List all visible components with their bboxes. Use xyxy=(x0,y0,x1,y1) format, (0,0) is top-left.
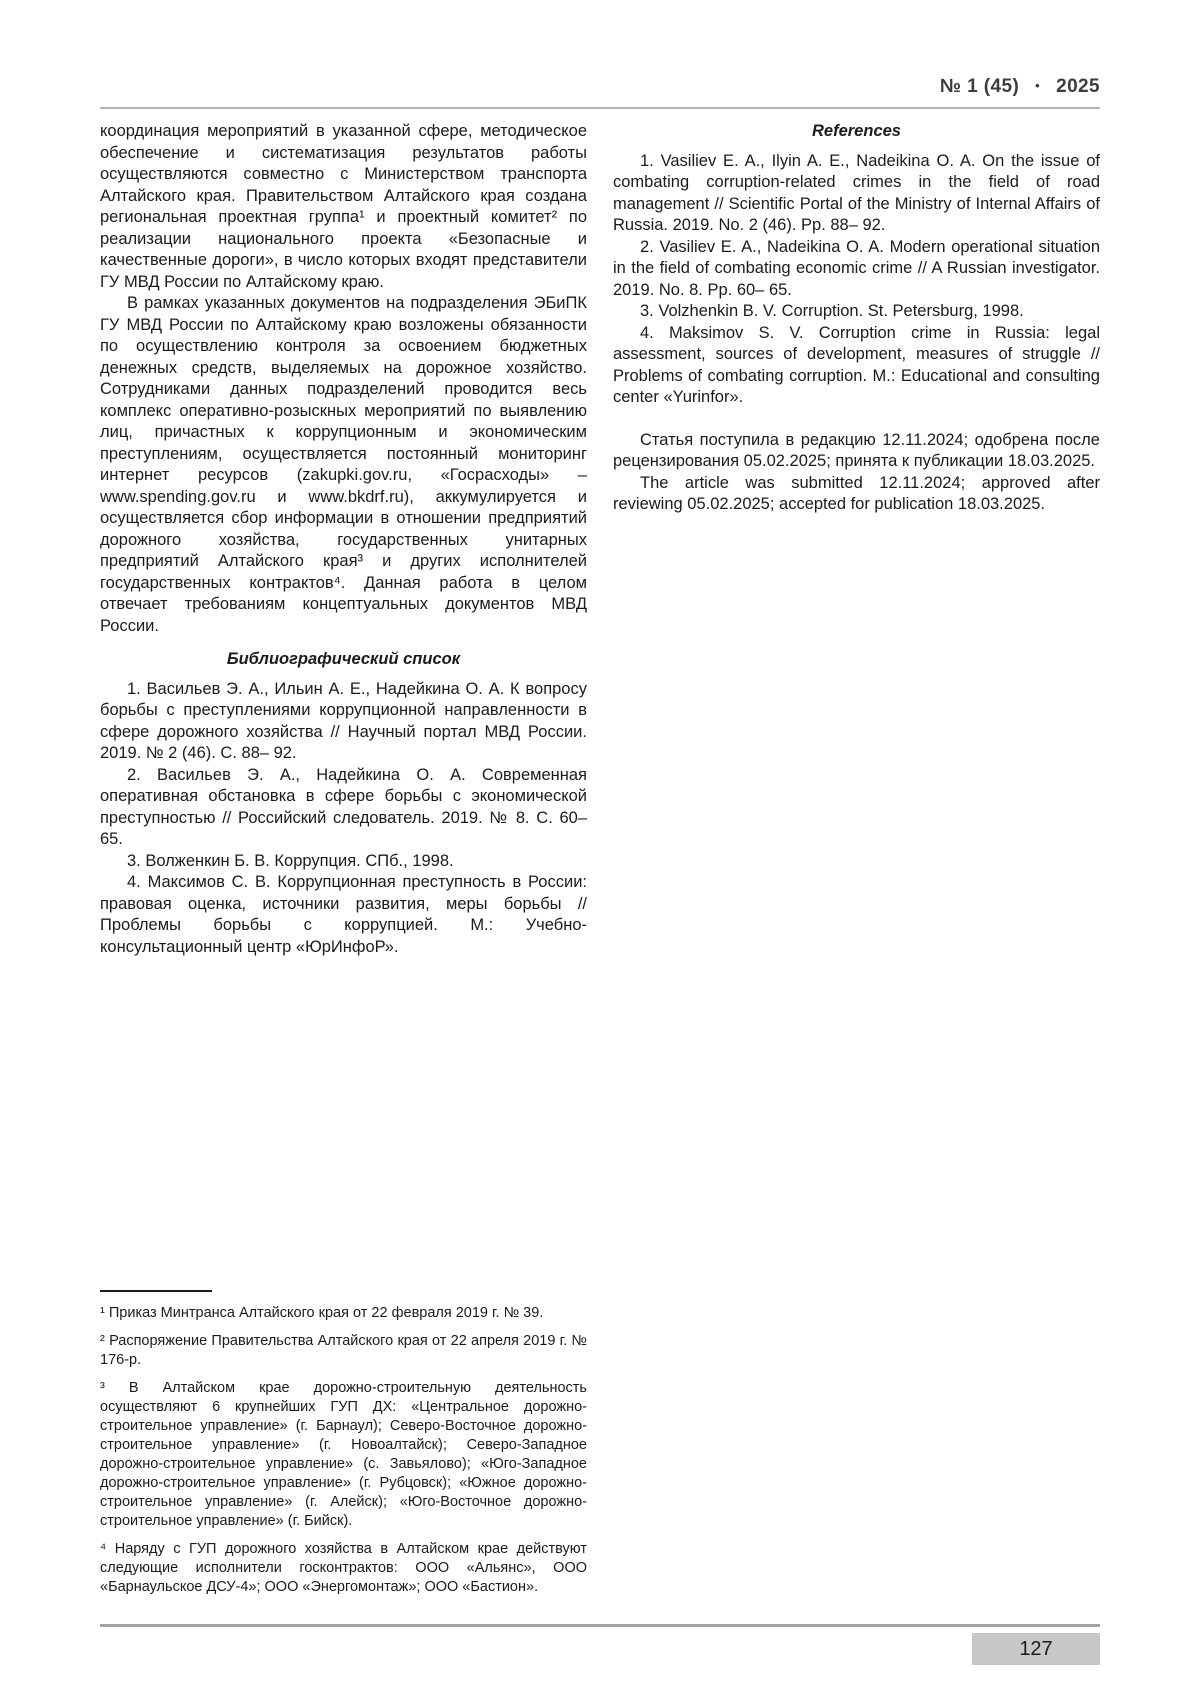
paragraph: В рамках указанных документов на подразделения ЭБиПК ГУ МВД России по Алтайскому краю возложены обязанности по осуществлению контроля за освоением бюджетных денежных средств, выделяемых на дорожное хозяйство. Сотрудниками данных подразделений проводится весь комплекс оперативно-розыскных мероприятий по выявлению лиц, причастных к коррупционным и экономическим преступлениям, осуществляется постоянный мониторинг интернет ресурсов (zakupki.gov.ru, «Госрасходы» – www.spending.gov.ru и www.bkdrf.ru), аккумулируется и осуществляется сбор информации в отношении предприятий дорожного хозяйства, государственных унитарных предприятий Алтайского края³ и других исполнителей государственных контрактов⁴. Данная работа в целом отвечает требованиям концептуальных документов МВД России. xyxy=(100,294,587,635)
references-heading: References xyxy=(812,122,901,140)
paragraph-continuation: координация мероприятий в указанной сфере, методическое обеспечение и систематизация результатов работы осуществляются совместно с Министерством транспорта Алтайского края. Правительством Алтайского края создана региональная проектная группа¹ и проектный комитет² по реализации национального проекта «Безопасные и качественные дороги», в число которых входят представители ГУ МВД России по Алтайскому краю. xyxy=(100,122,587,291)
footnote: ⁴ Наряду с ГУП дорожного хозяйства в Алтайском крае действуют следующие исполнители госконтрактов: ООО «Альянс», ООО «Барнаульское ДСУ-4»; ООО «Энергомонтаж»; ООО «Бастион». xyxy=(100,1541,587,1595)
footer-rule xyxy=(100,1624,1100,1627)
issue-number: № 1 (45) xyxy=(939,76,1020,97)
page-footer xyxy=(100,1624,1100,1665)
footnotes-section xyxy=(100,1276,587,1597)
two-column-layout xyxy=(0,121,1200,1597)
footnote: ¹ Приказ Минтранса Алтайского края от 22 февраля 2019 г. № 39. xyxy=(100,1305,544,1321)
reference-item: 1. Vasiliev E. A., Ilyin A. E., Nadeikina O. A. On the issue of combating corruption-related crimes in the field of road management // Scientific Portal of the Ministry of Internal Affairs of Russia. 2019. No. 2 (46). Pp. 88– 92. xyxy=(613,151,1100,234)
page-header xyxy=(0,0,1200,109)
bibliography-item: 4. Максимов С. В. Коррупционная преступность в России: правовая оценка, источники развития, меры борьбы // Проблемы борьбы с коррупцией. М.: Учебно-консультационный центр «ЮрИнфоР». xyxy=(100,873,587,956)
left-column xyxy=(100,121,587,1597)
footnote: ² Распоряжение Правительства Алтайского края от 22 апреля 2019 г. № 176-р. xyxy=(100,1333,587,1368)
reference-item: 2. Vasiliev E. A., Nadeikina O. A. Modern operational situation in the field of combating economic crime // A Russian investigator. 2019. No. 8. Pp. 60– 65. xyxy=(613,237,1100,299)
footnote-separator-rule xyxy=(100,1290,212,1292)
bibliography-item: 3. Волженкин Б. В. Коррупция. СПб., 1998. xyxy=(127,851,454,870)
submission-note-ru: Статья поступила в редакцию 12.11.2024; одобрена после рецензирования 05.02.2025; принята к публикации 18.03.2025. xyxy=(613,430,1100,470)
reference-item: 4. Maksimov S. V. Corruption crime in Russia: legal assessment, sources of development, measures of struggle // Problems of combating corruption. M.: Educational and consulting center «Yurinfor». xyxy=(613,323,1100,406)
bullet-separator: • xyxy=(1035,78,1041,93)
footnote: ³ В Алтайском крае дорожно-строительную деятельность осуществляют 6 крупнейших ГУП ДХ: «Центральное дорожно-строительное управление» (г. Барнаул); Северо-Восточное дорожно-строительное управление» (г. Новоалтайск); Северо-Западное дорожно-строительное управление» (с. Завьялово); «Юго-Западное дорожно-строительное управление» (г. Рубцовск); «Южное дорожно-строительное управление» (г. Алейск); «Юго-Восточное дорожно-строительное управление» (г. Бийск). xyxy=(100,1380,587,1529)
bibliography-item: 1. Васильев Э. А., Ильин А. Е., Надейкина О. А. К вопросу борьбы с преступлениями коррупционной направленности в сфере дорожного хозяйства // Научный портал МВД России. 2019. № 2 (46). С. 88– 92. xyxy=(100,679,587,762)
page-number: 127 xyxy=(972,1633,1100,1665)
submission-note-en: The article was submitted 12.11.2024; approved after reviewing 05.02.2025; accepted for publication 18.03.2025. xyxy=(613,473,1100,513)
reference-item: 3. Volzhenkin B. V. Corruption. St. Petersburg, 1998. xyxy=(640,302,1024,320)
bibliography-item: 2. Васильев Э. А., Надейкина О. А. Современная оперативная обстановка в сфере борьбы с экономической преступностью // Российский следователь. 2019. № 8. С. 60– 65. xyxy=(100,765,587,848)
header-rule xyxy=(100,107,1100,109)
right-column xyxy=(613,121,1100,1597)
issue-year: 2025 xyxy=(1056,76,1100,97)
journal-issue-info xyxy=(100,76,1100,98)
bibliography-heading: Библиографический список xyxy=(226,650,461,668)
